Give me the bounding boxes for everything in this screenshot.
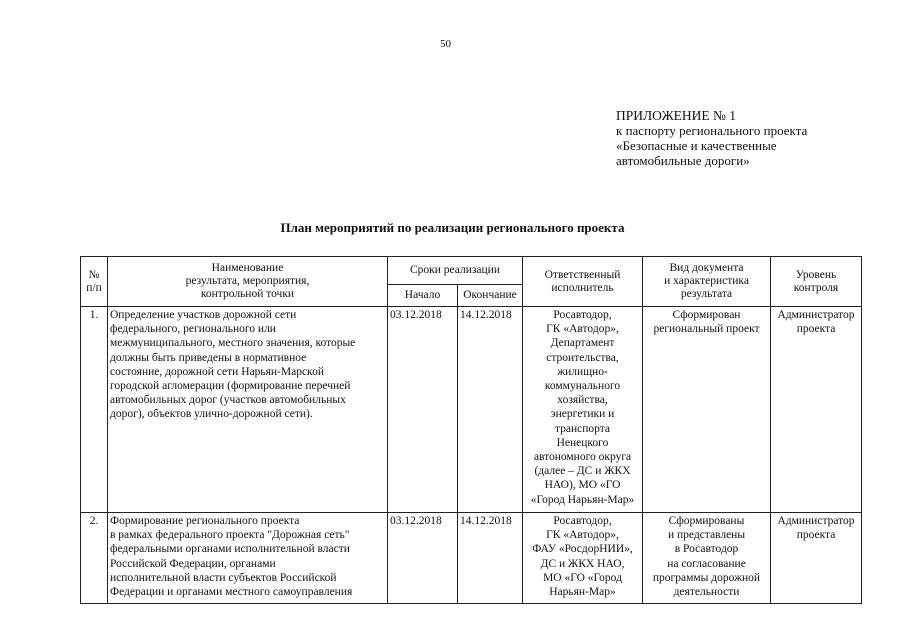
- row-end-date: 14.12.2018: [458, 513, 523, 604]
- header-text: исполнитель: [551, 281, 614, 294]
- row-responsible-line: ФАУ «РосдорНИИ»,: [532, 543, 633, 556]
- row-responsible-line: ДС и ЖКХ НАО,: [540, 557, 625, 570]
- page-number: 50: [440, 38, 451, 50]
- row-responsible: [523, 513, 643, 604]
- row-num: 2.: [81, 513, 108, 604]
- row-name: [108, 513, 388, 604]
- row-name-line: Формирование регионального проекта: [110, 515, 300, 527]
- row-name-line: Федерации и органами местного самоуправления: [110, 586, 353, 599]
- header-text: контрольной точки: [200, 288, 295, 300]
- row-responsible-line: Департамент: [550, 337, 615, 350]
- row-control-line: проекта: [796, 529, 836, 542]
- table-row: [81, 307, 862, 513]
- row-name-line: Российской Федерации, органами: [110, 557, 276, 570]
- row-doc-type-line: программы дорожной: [652, 571, 761, 584]
- row-responsible-line: Нарьян-Мар»: [549, 586, 616, 599]
- header-text: Наименование: [211, 262, 284, 274]
- row-name-line: городской агломерации (формирование перечней: [110, 380, 351, 393]
- row-name-line: Определение участков дорожной сети: [110, 309, 297, 321]
- row-responsible-line: жилищно-: [557, 365, 608, 378]
- row-doc-type: [643, 307, 771, 513]
- appendix-line: «Безопасные и качественные: [616, 138, 777, 153]
- row-name-line: в рамках федерального проекта "Дорожная сеть": [110, 529, 350, 542]
- row-responsible: [523, 307, 643, 513]
- row-control: [771, 513, 862, 604]
- row-doc-type-line: Сформирован: [672, 309, 741, 321]
- row-name-line: исполнительной власти субъектов Российской: [110, 571, 337, 584]
- row-control-line: Администратор: [777, 515, 855, 527]
- row-name-line: межмуниципального, местного значения, которые: [110, 337, 356, 350]
- header-text: контроля: [793, 281, 839, 294]
- header-text: Уровень: [795, 268, 837, 281]
- row-responsible-line: МО «ГО «Город: [543, 571, 622, 584]
- row-control-line: проекта: [796, 323, 836, 336]
- row-doc-type-line: деятельности: [673, 586, 740, 599]
- header-text: п/п: [86, 281, 102, 294]
- row-name-line: федеральными органами исполнительной власти: [110, 543, 350, 556]
- row-responsible-line: энергетики и: [550, 408, 615, 421]
- row-responsible-line: строительства,: [546, 351, 619, 364]
- header-doc-type: [643, 257, 771, 307]
- row-responsible-line: транспорта: [554, 422, 611, 435]
- row-responsible-line: хозяйства,: [557, 394, 608, 407]
- row-doc-type: [643, 513, 771, 604]
- appendix-line: к паспорту регионального проекта: [616, 123, 808, 138]
- row-responsible-line: НАО), МО «ГО: [544, 479, 621, 492]
- row-doc-type-line: на согласование: [667, 557, 746, 570]
- row-responsible-line: ГК «Автодор»,: [546, 323, 619, 336]
- header-period: Сроки реализации: [388, 257, 523, 285]
- document-title: План мероприятий по реализации регионального проекта: [280, 220, 625, 235]
- row-start-date: 03.12.2018: [388, 513, 458, 604]
- header-end: Окончание: [458, 285, 523, 307]
- row-responsible-line: коммунального: [544, 380, 621, 393]
- header-text: №: [88, 268, 100, 281]
- row-control: [771, 307, 862, 513]
- appendix-line: автомобильные дороги»: [616, 153, 750, 168]
- row-name-line: дорог), объектов улично-дорожной сети).: [110, 408, 313, 421]
- header-num: [81, 257, 108, 307]
- header-text: Вид документа: [669, 262, 744, 274]
- row-responsible-line: ГК «Автодор»,: [546, 529, 619, 542]
- header-text: Ответственный: [544, 268, 621, 281]
- header-name: [108, 257, 388, 307]
- header-text: и характеристика: [664, 275, 749, 287]
- row-responsible-line: (далее – ДС и ЖКХ: [534, 465, 631, 478]
- row-name: [108, 307, 388, 513]
- plan-table: [80, 256, 862, 604]
- row-control-line: Администратор: [777, 309, 855, 321]
- row-end-date: 14.12.2018: [458, 307, 523, 513]
- row-num: 1.: [81, 307, 108, 513]
- header-responsible: [523, 257, 643, 307]
- row-start-date: 03.12.2018: [388, 307, 458, 513]
- row-doc-type-line: в Росавтодор: [674, 543, 739, 556]
- appendix-title: ПРИЛОЖЕНИЕ № 1: [616, 108, 737, 123]
- row-responsible-line: Росавтодор,: [553, 309, 612, 321]
- row-name-line: федерального, регионального или: [110, 323, 276, 336]
- row-name-line: должны быть приведены в нормативное: [110, 351, 307, 364]
- table-row: [81, 513, 862, 604]
- appendix-block: [616, 108, 807, 168]
- header-control: [771, 257, 862, 307]
- row-name-line: автомобильных дорог (участков автомобильных: [110, 394, 346, 407]
- row-doc-type-line: и представлены: [667, 529, 746, 542]
- header-text: результата: [680, 288, 733, 300]
- row-responsible-line: Ненецкого: [556, 436, 609, 449]
- row-doc-type-line: Сформированы: [668, 515, 745, 527]
- header-text: результата, мероприятия,: [185, 275, 310, 287]
- row-responsible-line: Росавтодор,: [553, 515, 612, 527]
- row-responsible-line: автономного округа: [533, 451, 632, 464]
- table-header-row: [81, 257, 862, 285]
- header-start: Начало: [388, 285, 458, 307]
- row-name-line: состояние, дорожной сети Нарьян-Марской: [110, 365, 324, 378]
- row-doc-type-line: региональный проект: [653, 323, 760, 336]
- row-responsible-line: «Город Нарьян-Мар»: [530, 493, 635, 506]
